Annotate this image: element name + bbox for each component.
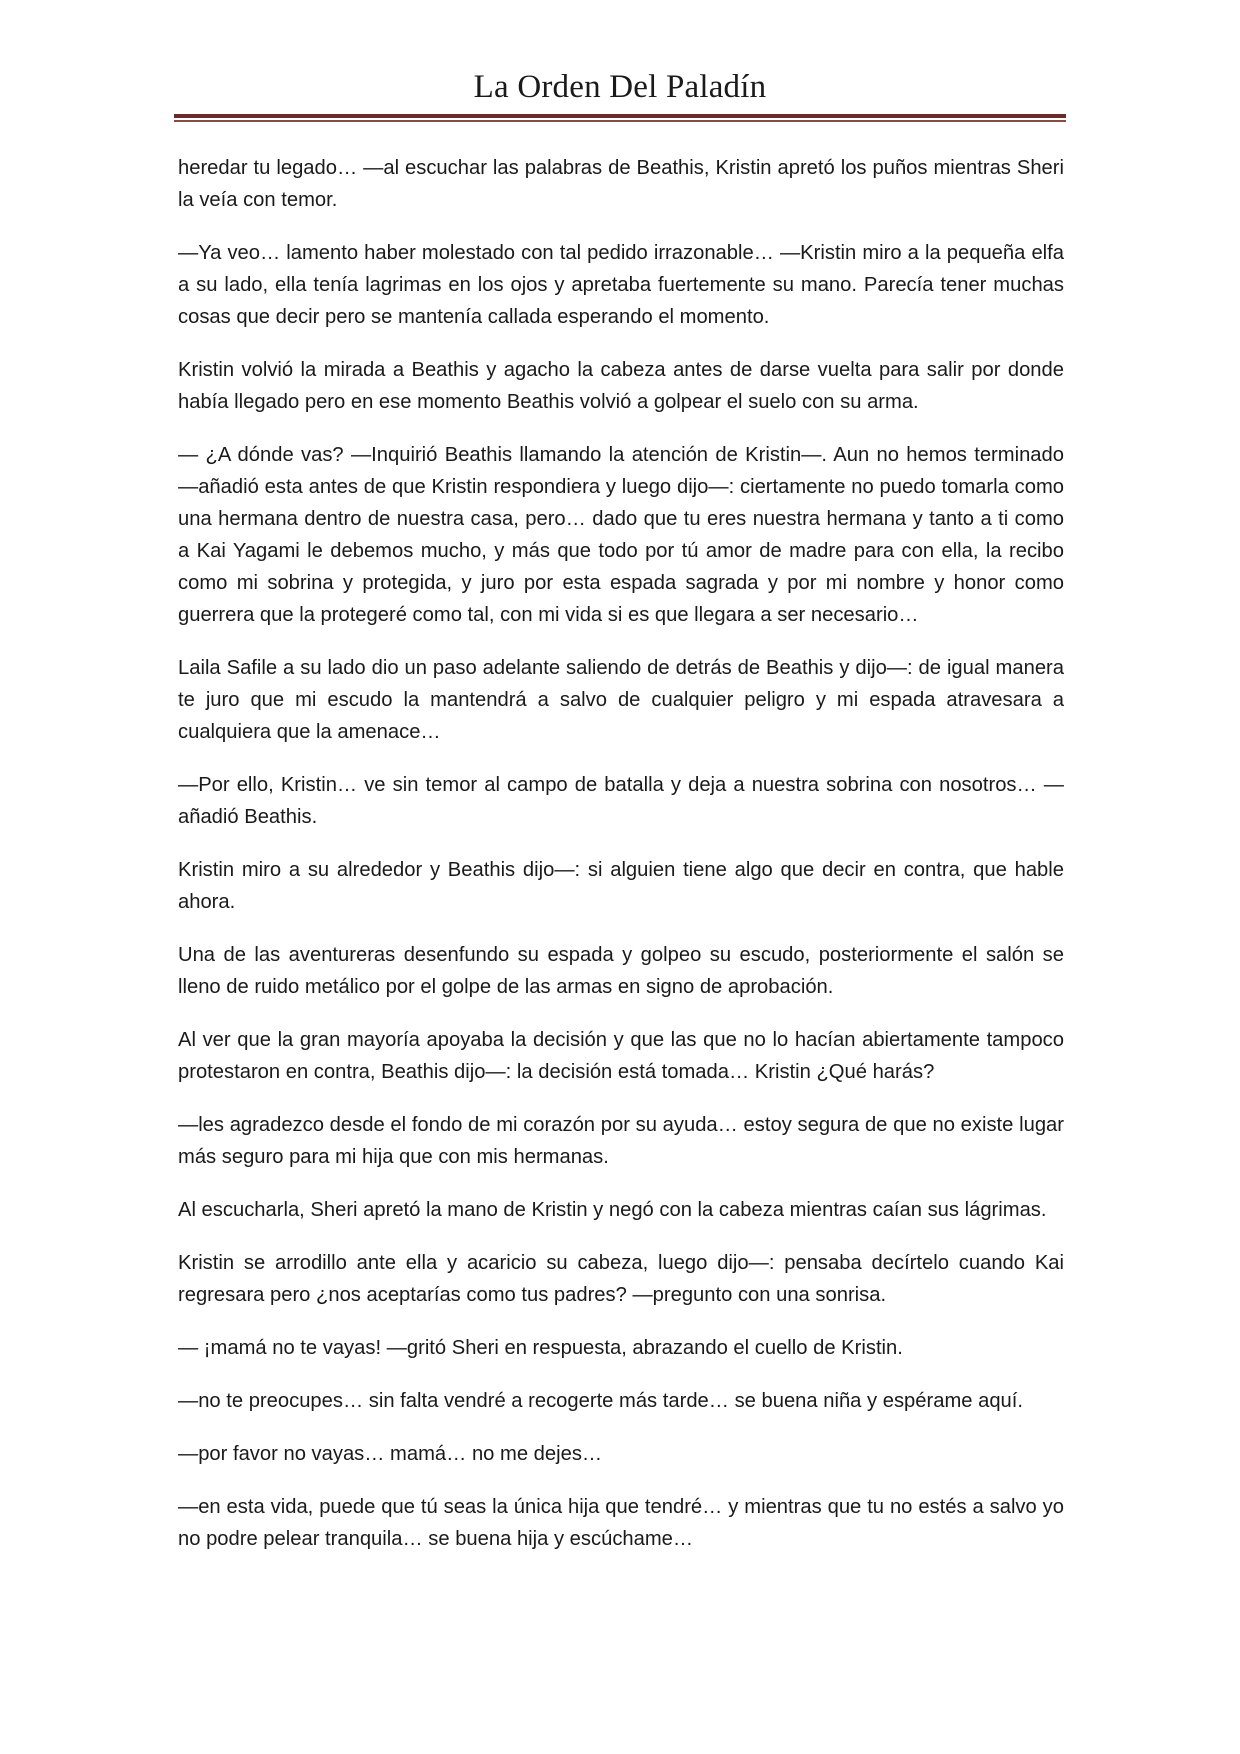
- paragraph: —Por ello, Kristin… ve sin temor al campo de batalla y deja a nuestra sobrina con nosotros… —añadió Beathis.: [178, 774, 1064, 828]
- paragraph: Kristin volvió la mirada a Beathis y agacho la cabeza antes de darse vuelta para salir por donde había llegado pero en ese momento Beathis volvió a golpear el suelo con su arma.: [178, 359, 1064, 413]
- page-header: [0, 68, 1240, 108]
- header-rule: [174, 114, 1066, 122]
- paragraph: —les agradezco desde el fondo de mi corazón por su ayuda… estoy segura de que no existe lugar más seguro para mi hija que con mis hermanas.: [178, 1114, 1064, 1168]
- paragraph: Laila Safile a su lado dio un paso adelante saliendo de detrás de Beathis y dijo—: de igual manera te juro que mi escudo la mantendrá a salvo de cualquier peligro y mi espada atravesara a cualquiera que la amenace…: [178, 657, 1064, 743]
- paragraph: —en esta vida, puede que tú seas la única hija que tendré… y mientras que tu no estés a salvo yo no podre pelear tranquila… se buena hija y escúchame…: [178, 1496, 1064, 1550]
- header-rule-thin: [174, 120, 1066, 122]
- paragraph: heredar tu legado… —al escuchar las palabras de Beathis, Kristin apretó los puños mientras Sheri la veía con temor.: [178, 157, 1064, 211]
- paragraph: —Ya veo… lamento haber molestado con tal pedido irrazonable… —Kristin miro a la pequeña elfa a su lado, ella tenía lagrimas en los ojos y apretaba fuertemente su mano. Parecía tener muchas cosas que decir pero se mantenía callada esperando el momento.: [178, 242, 1064, 328]
- paragraph: Al escucharla, Sheri apretó la mano de Kristin y negó con la cabeza mientras caían sus lágrimas.: [178, 1199, 1047, 1221]
- paragraph: —por favor no vayas… mamá… no me dejes…: [178, 1443, 603, 1465]
- paragraph: Kristin miro a su alrededor y Beathis dijo—: si alguien tiene algo que decir en contra, que hable ahora.: [178, 859, 1064, 913]
- paragraph: — ¿A dónde vas? —Inquirió Beathis llamando la atención de Kristin—. Aun no hemos terminado —añadió esta antes de que Kristin respondiera y luego dijo—: ciertamente no puedo tomarla como una hermana dentro de nuestra casa, pero… dado que tu eres nuestra hermana y tanto a ti como a Kai Yagami le debemos mucho, y más que todo por tú amor de madre para con ella, la recibo como mi sobrina y protegida, y juro por esta espada sagrada y por mi nombre y honor como guerrera que la protegeré como tal, con mi vida si es que llegara a ser necesario…: [178, 444, 1064, 626]
- paragraph: Kristin se arrodillo ante ella y acaricio su cabeza, luego dijo—: pensaba decírtelo cuando Kai regresara pero ¿nos aceptarías como tus padres? —pregunto con una sonrisa.: [178, 1252, 1064, 1306]
- paragraph: —no te preocupes… sin falta vendré a recogerte más tarde… se buena niña y espérame aquí.: [178, 1390, 1023, 1412]
- paragraph: Al ver que la gran mayoría apoyaba la decisión y que las que no lo hacían abiertamente tampoco protestaron en contra, Beathis dijo—: la decisión está tomada… Kristin ¿Qué harás?: [178, 1029, 1064, 1083]
- body-text: [178, 152, 1064, 1576]
- paragraph: Una de las aventureras desenfundo su espada y golpeo su escudo, posteriormente el salón se lleno de ruido metálico por el golpe de las armas en signo de aprobación.: [178, 944, 1064, 998]
- paragraph: — ¡mamá no te vayas! —gritó Sheri en respuesta, abrazando el cuello de Kristin.: [178, 1337, 903, 1359]
- book-title: La Orden Del Paladín: [473, 69, 767, 105]
